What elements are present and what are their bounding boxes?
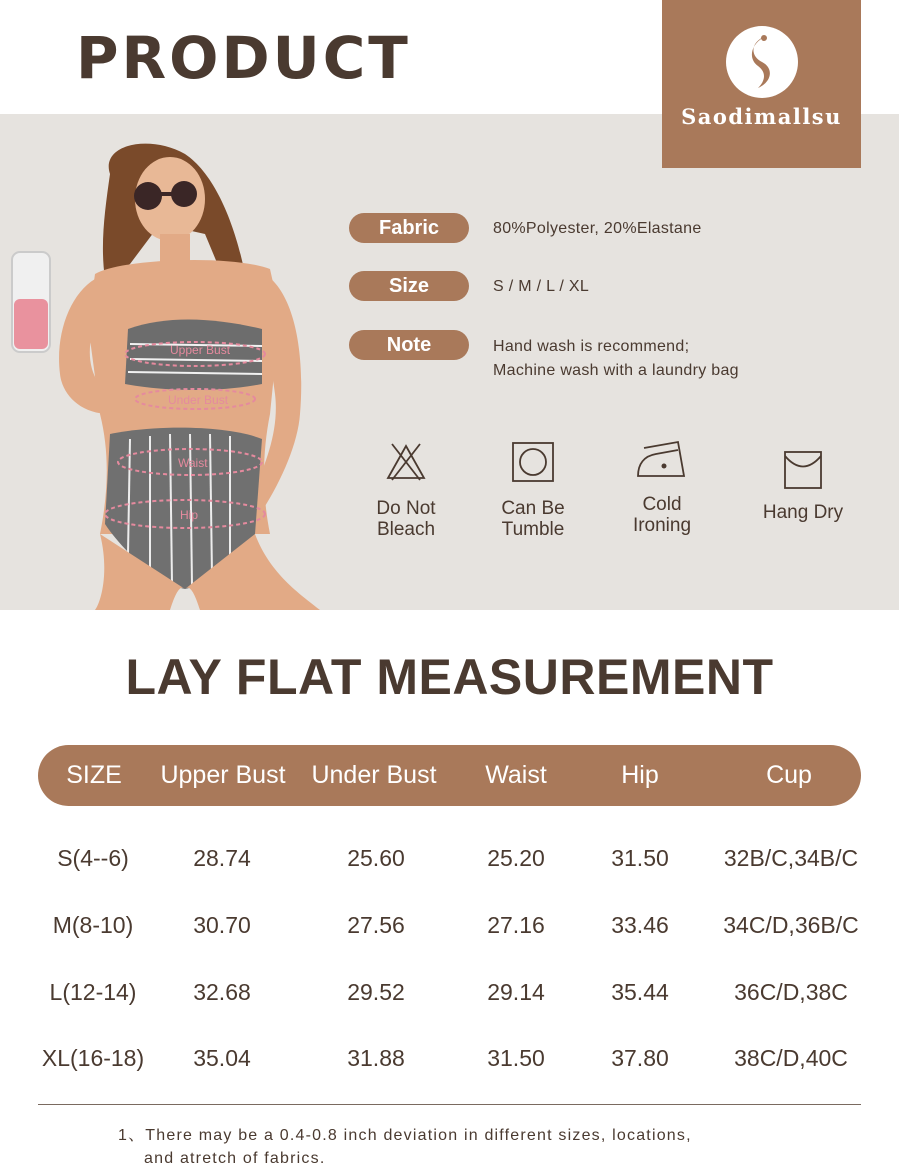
photo-label-upper-bust: Upper Bust <box>170 343 231 357</box>
footnote-line-2: and atretch of fabrics. <box>144 1150 326 1167</box>
col-header-cup: Cup <box>766 761 812 789</box>
spec-value-size: S / M / L / XL <box>493 278 590 295</box>
col-header-waist: Waist <box>485 761 547 789</box>
spec-label-size: Size <box>349 271 469 301</box>
cell-size: L(12-14) <box>49 979 137 1005</box>
care-label-hang-dry: Hang Dry <box>762 502 844 523</box>
cell-waist: 29.14 <box>487 979 545 1005</box>
spec-value-fabric: 80%Polyester, 20%Elastane <box>493 220 702 237</box>
footnote-line-1: 1、There may be a 0.4-0.8 inch deviation in different sizes, locations, <box>118 1127 692 1144</box>
model-photo <box>0 114 340 610</box>
divider <box>38 1104 861 1105</box>
care-tumble <box>473 440 593 540</box>
col-header-upper-bust: Upper Bust <box>160 761 286 789</box>
cell-hip: 31.50 <box>611 845 669 871</box>
cell-under-bust: 27.56 <box>347 912 405 938</box>
care-hang-dry <box>743 450 863 523</box>
cell-hip: 37.80 <box>611 1045 669 1071</box>
cell-size: XL(16-18) <box>41 1045 145 1071</box>
cell-upper-bust: 35.04 <box>193 1045 251 1071</box>
table-header <box>38 745 861 806</box>
care-label-cold-iron: Cold Ironing <box>632 494 692 536</box>
measurement-title: LAY FLAT MEASUREMENT <box>125 649 774 705</box>
do-not-bleach-icon <box>384 440 428 484</box>
cell-waist: 27.16 <box>487 912 545 938</box>
care-cold-iron <box>602 438 722 536</box>
spec-label-note: Note <box>349 330 469 360</box>
brand-badge <box>662 0 861 168</box>
tumble-dry-icon <box>510 440 556 484</box>
photo-label-waist: Waist <box>178 456 208 470</box>
care-label-do-not-bleach: Do Not Bleach <box>376 498 436 540</box>
cell-waist: 25.20 <box>487 845 545 871</box>
hang-dry-icon <box>783 450 823 490</box>
cell-under-bust: 31.88 <box>347 1045 405 1071</box>
cell-hip: 33.46 <box>611 912 669 938</box>
cell-waist: 31.50 <box>487 1045 545 1071</box>
footnote <box>118 1124 838 1167</box>
col-header-size: SIZE <box>66 761 122 789</box>
cell-cup: 36C/D,38C <box>734 979 848 1005</box>
col-header-hip: Hip <box>621 761 659 789</box>
cell-upper-bust: 30.70 <box>193 912 251 938</box>
spec-value-note: Hand wash is recommend; Machine wash with a laundry bag <box>493 338 739 379</box>
page-title: PRODUCT <box>76 24 411 92</box>
care-label-tumble: Can Be Tumble <box>501 498 565 540</box>
cell-cup: 38C/D,40C <box>734 1045 848 1071</box>
photo-label-hip: Hip <box>180 508 199 522</box>
cell-under-bust: 25.60 <box>347 845 405 871</box>
cell-upper-bust: 28.74 <box>193 845 251 871</box>
col-header-under-bust: Under Bust <box>311 761 437 789</box>
cell-size: M(8-10) <box>52 912 134 938</box>
spec-label-fabric: Fabric <box>349 213 469 243</box>
brand-logo-icon <box>726 26 798 98</box>
cell-upper-bust: 32.68 <box>193 979 251 1005</box>
cell-cup: 32B/C,34B/C <box>723 845 859 871</box>
cell-under-bust: 29.52 <box>347 979 405 1005</box>
photo-label-under-bust: Under Bust <box>168 393 229 407</box>
brand-name: Saodimallsu <box>681 104 842 129</box>
cell-size: S(4--6) <box>57 845 129 871</box>
care-do-not-bleach <box>346 440 466 540</box>
cell-hip: 35.44 <box>611 979 669 1005</box>
cold-iron-icon <box>634 438 690 482</box>
cell-cup: 34C/D,36B/C <box>723 912 859 938</box>
